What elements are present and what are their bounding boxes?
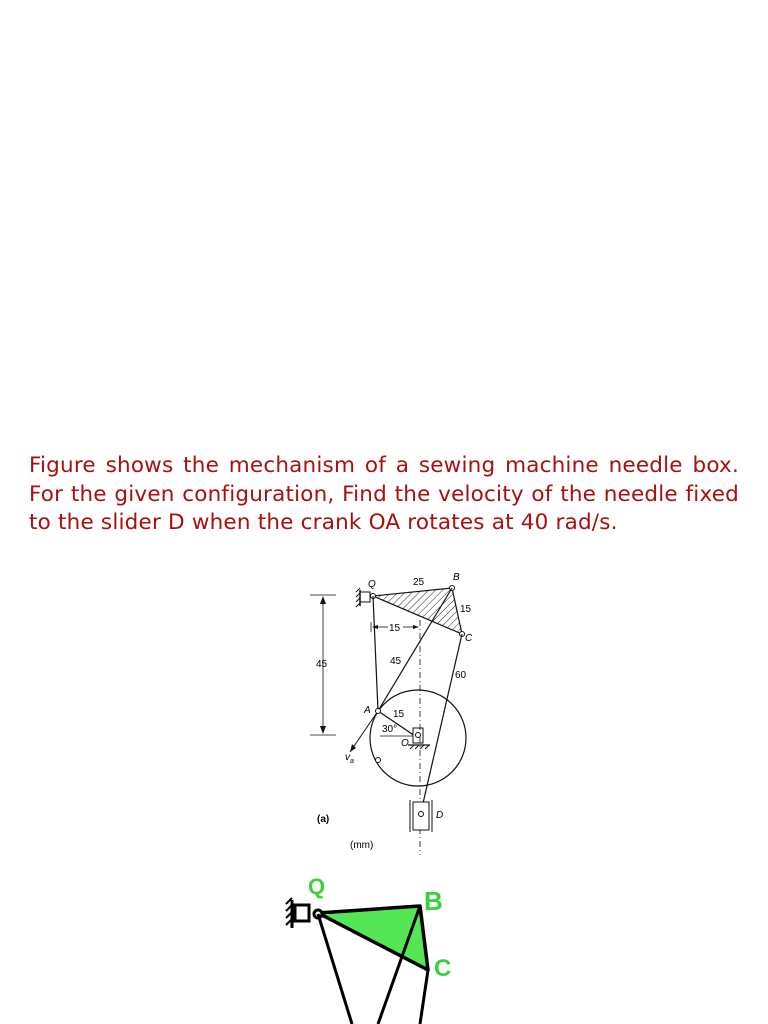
dim-horizontal: 15 <box>389 623 401 634</box>
dim-bc: 15 <box>460 604 472 615</box>
label-c-hand: C <box>434 955 452 982</box>
pivot-o <box>408 728 430 749</box>
label-o: O <box>401 738 409 749</box>
ground-support-q <box>356 588 370 607</box>
angle-label: 30° <box>382 724 398 735</box>
label-va: $v_a$ <box>345 752 354 765</box>
link-qa <box>373 596 378 711</box>
slider-d <box>410 800 432 832</box>
label-q-hand: Q <box>308 874 326 899</box>
label-b: B <box>453 572 460 583</box>
joint-small <box>376 758 381 763</box>
link-qbc-highlight <box>318 906 428 970</box>
highlight-diagram <box>280 872 480 1024</box>
label-c: C <box>465 633 473 644</box>
figure-caption: (a) <box>317 814 330 825</box>
ground-support-q-hand <box>286 898 309 928</box>
problem-statement: Figure shows the mechanism of a sewing machine needle box. For the given configuration, Find the velocity of the needle fixed to the slider D when the crank OA rotates at 40 rad/s. <box>29 453 739 535</box>
dim-height: 45 <box>316 659 328 670</box>
joint-a <box>376 709 381 714</box>
label-b-hand: B <box>424 886 443 916</box>
label-a: A <box>364 705 371 716</box>
link-qa-hand <box>318 914 352 1024</box>
dim-qb: 25 <box>413 577 425 588</box>
units-label: (mm) <box>350 840 374 851</box>
dim-qa: 45 <box>390 656 402 667</box>
label-q: Q <box>368 579 376 590</box>
dim-cd: 60 <box>455 670 467 681</box>
label-d: D <box>436 810 444 821</box>
mechanism-diagram <box>300 568 500 858</box>
dim-oa: 15 <box>393 709 405 720</box>
link-cd-hand <box>420 970 428 1024</box>
